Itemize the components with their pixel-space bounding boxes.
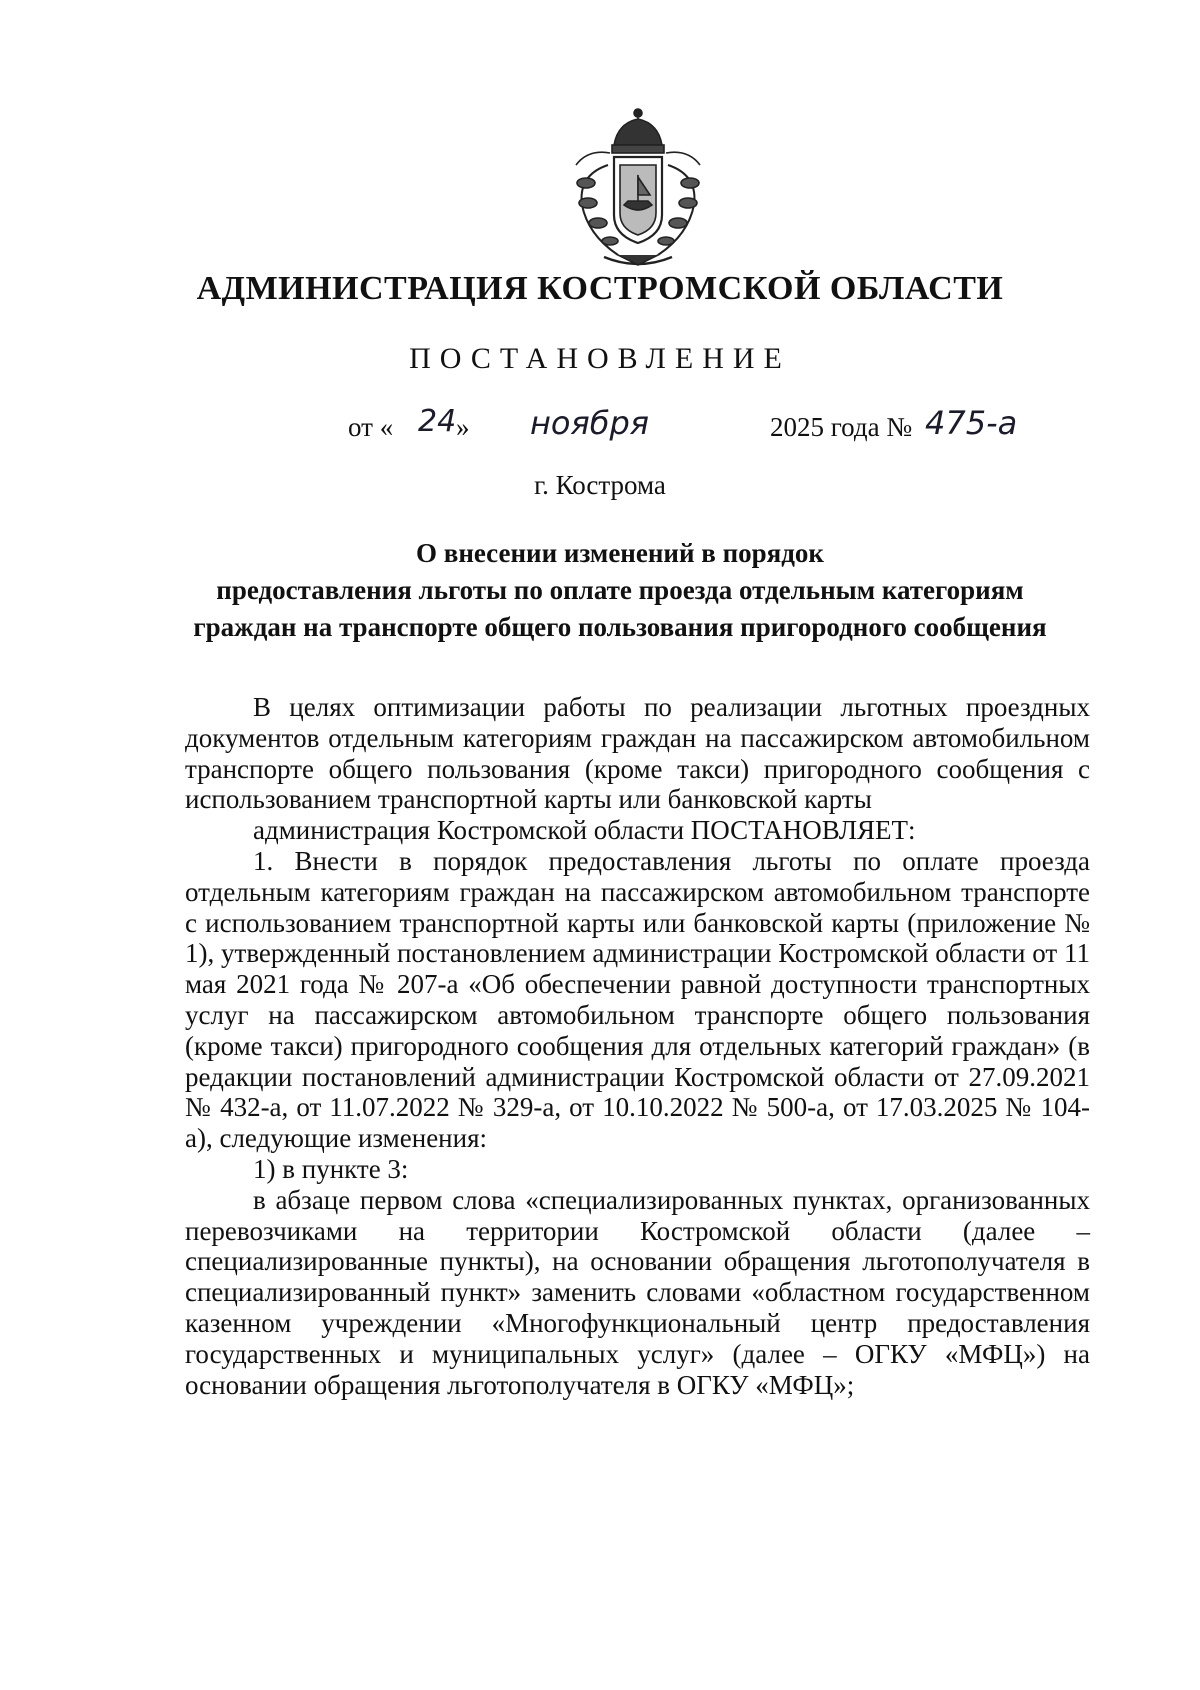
document-type: ПОСТАНОВЛЕНИЕ	[409, 342, 791, 375]
handwritten-month: ноября	[530, 404, 650, 442]
date-prefix: от «	[348, 412, 394, 442]
subject-line-2: предоставления льготы по оплате проезда отдельным категориям	[216, 575, 1024, 605]
subitem-1-text-paragraph: в абзаце первом слова «специализированных пунктах, организованных перевозчиками на территории Костромской области (далее – специализированные пункты), на основании обращения льготополучателя в специализированный пункт» заменить словами «областном государственном казенном учреждении «Многофункциональный центр предоставления государственных и муниципальных услуг» (далее – ОГКУ «МФЦ») на основании обращения льготополучателя в ОГКУ «МФЦ»;	[185, 1184, 1090, 1400]
subitem-1-paragraph: 1) в пункте 3:	[253, 1153, 409, 1184]
handwritten-day: 24	[418, 404, 457, 439]
document-subject	[150, 535, 1090, 646]
subject-line-3: граждан на транспорте общего пользования пригородного сообщения	[193, 612, 1047, 642]
resolves-paragraph: администрация Костромской области ПОСТАНОВЛЯЕТ:	[253, 815, 916, 846]
date-year: 2025 года №	[770, 412, 913, 442]
item-1-paragraph: 1. Внести в порядок предоставления льготы по оплате проезда отдельным категориям граждан на пассажирском автомобильном транспорте с использованием транспортной карты или банковской карты (приложение № 1), утвержденный постановлением администрации Костромской области от 11 мая 2021 года № 207-а «Об обеспечении равной доступности транспортных услуг на пассажирском автомобильном транспорте общего пользования (кроме такси) пригородного сообщения для отдельных категорий граждан» (в редакции постановлений администрации Костромской области от 27.09.2021 № 432-а, от 11.07.2022 № 329-а, от 10.10.2022 № 500-а, от 17.03.2025 № 104-а), следующие изменения:	[185, 845, 1090, 1154]
coat-of-arms-emblem	[548, 105, 728, 273]
date-day-suffix: »	[456, 412, 470, 442]
document-body	[185, 692, 1090, 1400]
organization-title: АДМИНИСТРАЦИЯ КОСТРОМСКОЙ ОБЛАСТИ	[196, 270, 1004, 307]
preamble-paragraph: В целях оптимизации работы по реализации льготных проездных документов отдельным категориям граждан на пассажирском автомобильном транспорте общего пользования (кроме такси) пригородного сообщения с использованием транспортной карты или банковской карты	[185, 692, 1090, 815]
subject-line-1: О внесении изменений в порядок	[415, 538, 824, 568]
city-line: г. Кострома	[534, 470, 666, 500]
handwritten-number: 475-а	[925, 404, 1018, 442]
date-line	[0, 404, 1200, 454]
